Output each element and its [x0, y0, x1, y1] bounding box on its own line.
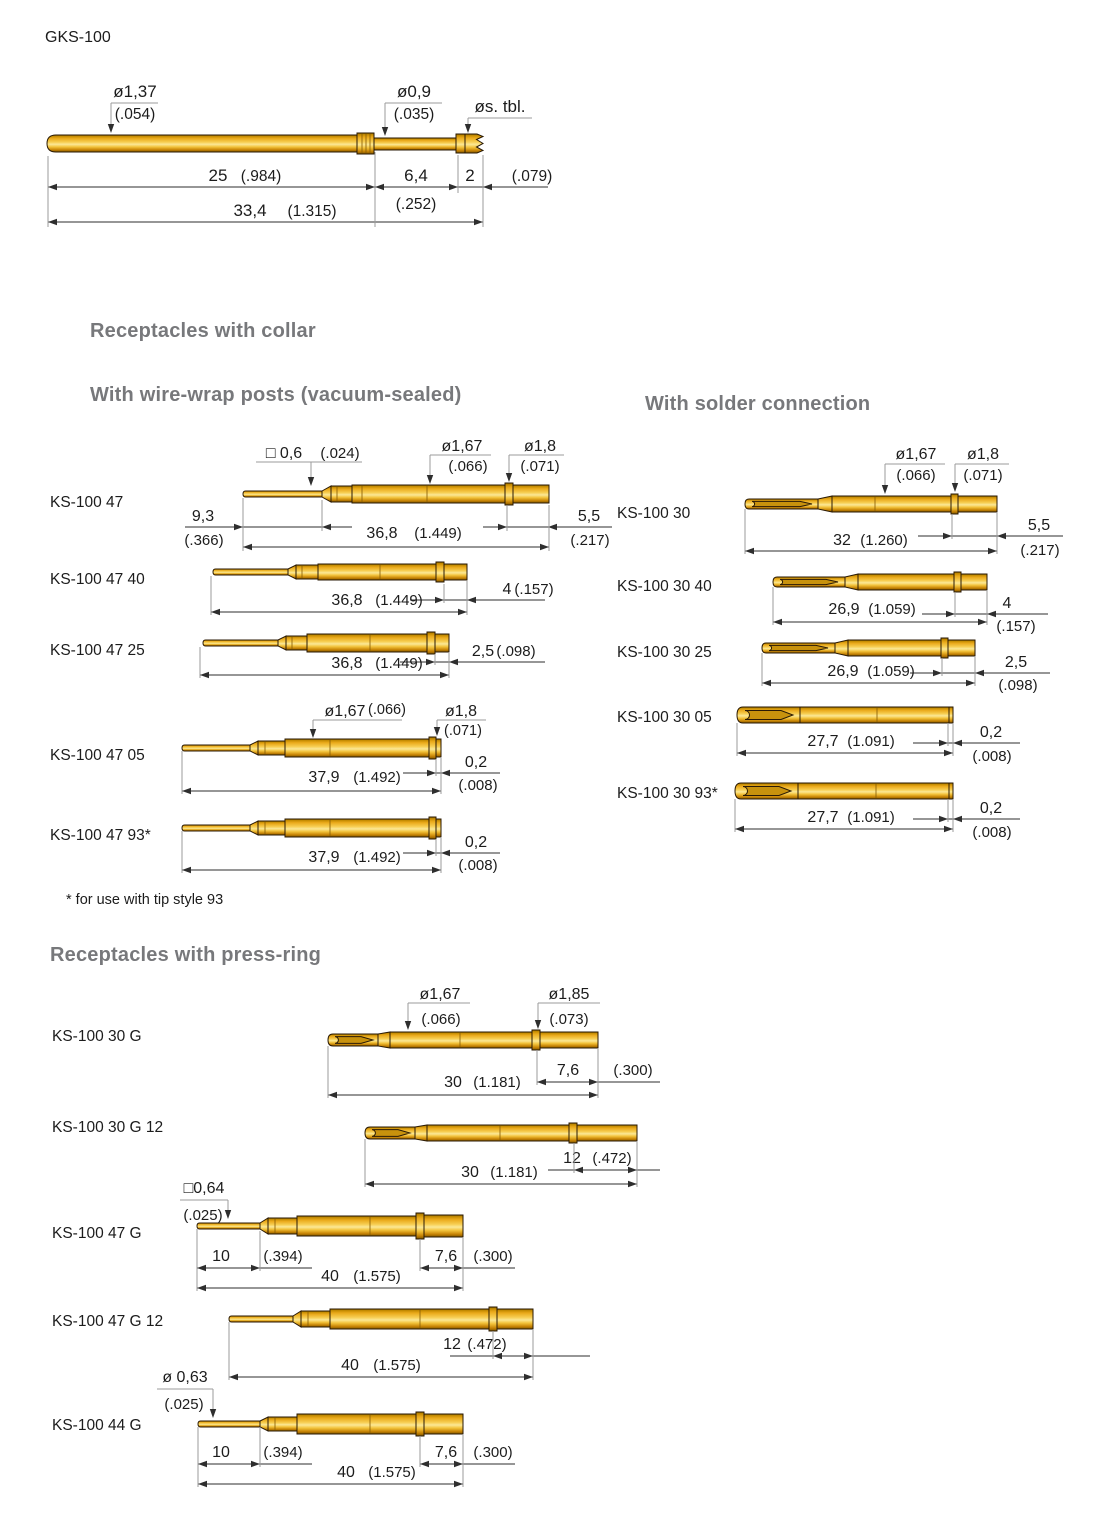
probe-segment: [296, 565, 318, 579]
label-ww-rows-2-tail_in: (.098): [496, 643, 536, 660]
label-so-rows-0-name: KS-100 30: [617, 505, 691, 522]
dim-arrow: [944, 826, 953, 832]
label-ww-d2_in: (.071): [444, 723, 482, 739]
dim-arrow: [939, 816, 948, 822]
probe-segment: [307, 634, 428, 652]
dim-arrow: [589, 1079, 598, 1085]
label-gks-d2_in: (.035): [393, 106, 435, 123]
label-pr-rows-3-len: 40: [341, 1357, 359, 1374]
probe-segment: [818, 496, 832, 512]
label-ww-rows-4-len: 37,9: [308, 849, 340, 866]
subsection-wirewrap-heading: With wire-wrap posts (vacuum-sealed): [90, 384, 462, 406]
label-so-d2: ø1,8: [966, 446, 1000, 463]
probe-segment: [961, 574, 987, 590]
label-gks-total_in: (1.315): [287, 203, 337, 220]
dim-arrow: [735, 826, 744, 832]
label-gks-l2_in: (.252): [395, 196, 437, 213]
probe-segment: [577, 1125, 637, 1141]
label-ww-d2: ø1,8: [523, 438, 557, 455]
label-so-rows-1-name: KS-100 30 40: [617, 578, 712, 595]
probe-segment: [318, 564, 437, 580]
label-pr-rows-0-tail_in: (.300): [613, 1062, 653, 1079]
probe-segment: [258, 741, 285, 755]
gks-crown-tip: [465, 134, 483, 153]
dim-arrow: [537, 1079, 546, 1085]
dim-arrow: [197, 1285, 206, 1291]
leader-arrow: [308, 477, 314, 486]
solder-slot: [780, 579, 838, 584]
dim-arrow: [435, 597, 444, 603]
probe-segment: [378, 1032, 390, 1048]
dim-arrow: [432, 867, 441, 873]
probe-segment: [288, 565, 296, 579]
label-so-d1_in: (.066): [896, 467, 936, 484]
leader-arrow: [434, 727, 440, 736]
probe-segment: [331, 486, 352, 502]
dim-arrow: [987, 611, 996, 617]
label-pr-rows-2-name: KS-100 47 G: [52, 1225, 142, 1242]
probe-segment: [258, 821, 285, 835]
probe-ring: [436, 562, 444, 582]
probe-segment: [858, 574, 955, 590]
label-pr-rows-4-post_in: (.394): [263, 1444, 303, 1461]
probe-segment: [390, 1032, 533, 1048]
probe-segment: [285, 819, 436, 837]
dim-arrow: [449, 659, 458, 665]
label-pr-rows-2-tail_in: (.300): [473, 1248, 513, 1265]
probe-ring: [489, 1307, 497, 1331]
leader-arrow: [382, 127, 388, 136]
label-so-rows-3-len: 27,7: [807, 733, 839, 750]
dim-arrow: [427, 770, 436, 776]
probe-segment: [415, 1125, 427, 1141]
label-so-rows-2-len: 26,9: [827, 663, 859, 680]
label-pr-rows-1-len: 30: [461, 1164, 479, 1181]
dim-arrow: [773, 619, 782, 625]
label-ww-rows-3-len_in: (1.492): [353, 769, 401, 786]
dim-arrow: [467, 597, 476, 603]
label-pr-rows-4-tail: 7,6: [434, 1444, 458, 1461]
dim-arrow: [182, 788, 191, 794]
label-ww-rows-0-tail: 5,5: [577, 508, 601, 525]
probe-segment: [424, 1414, 463, 1434]
label-pr-rows-2-len: 40: [321, 1268, 339, 1285]
label-ww-rows-0-post_in: (.366): [184, 532, 224, 549]
label-pr-d1_in: (.066): [421, 1011, 461, 1028]
probe-segment: [301, 1311, 330, 1327]
probe-segment: [845, 574, 858, 590]
dim-arrow: [946, 611, 955, 617]
label-so-rows-2-name: KS-100 30 25: [617, 644, 712, 661]
leader-arrow: [882, 485, 888, 494]
leader-arrow: [535, 1020, 541, 1029]
label-so-rows-3-name: KS-100 30 05: [617, 709, 712, 726]
probe-segment: [444, 564, 467, 580]
label-so-rows-2-tail: 2,5: [1004, 654, 1028, 671]
label-so-rows-3-tail: 0,2: [979, 724, 1003, 741]
label-pr-rows-3-len_in: (1.575): [373, 1357, 421, 1374]
leader-arrow: [210, 1409, 216, 1418]
dim-arrow: [540, 544, 549, 550]
dim-arrow: [211, 609, 220, 615]
probe-ring: [954, 572, 961, 592]
label-ww-rows-4-name: KS-100 47 93*: [50, 827, 151, 844]
label-so-rows-0-tail: 5,5: [1027, 517, 1051, 534]
probe-ring: [429, 737, 436, 759]
dim-arrow: [628, 1167, 637, 1173]
label-so-rows-1-tail: 4: [1002, 595, 1012, 612]
dim-arrow: [737, 750, 746, 756]
solder-slot: [752, 501, 812, 506]
leader-arrow: [952, 483, 958, 492]
label-so-d1: ø1,67: [895, 446, 937, 463]
probe-segment: [949, 783, 953, 799]
label-pr-d2: ø1,85: [548, 986, 590, 1003]
dim-arrow: [365, 1181, 374, 1187]
dim-arrow: [198, 1481, 207, 1487]
label-pr-rows-0-tail: 7,6: [556, 1062, 580, 1079]
dim-arrow: [997, 533, 1006, 539]
label-ww-rows-2-len: 36,8: [331, 655, 363, 672]
dim-arrow: [229, 1374, 238, 1380]
gks-barrel: [47, 135, 360, 152]
dim-arrow: [328, 1092, 337, 1098]
section-collar-heading: Receptacles with collar: [90, 320, 316, 342]
solder-slot: [743, 787, 791, 796]
probe-segment: [268, 1218, 297, 1234]
dim-arrow: [48, 184, 57, 190]
label-so-rows-2-tail_in: (.098): [998, 677, 1038, 694]
dim-arrow: [420, 1265, 429, 1271]
label-ww-rows-0-name: KS-100 47: [50, 494, 124, 511]
label-gks-l1_in: (.984): [240, 168, 282, 185]
probe-ring: [416, 1412, 424, 1436]
dim-arrow: [524, 1374, 533, 1380]
label-ww-rows-4-tail: 0,2: [464, 834, 488, 851]
label-so-rows-0-len: 32: [833, 532, 851, 549]
dim-arrow: [574, 1167, 583, 1173]
dim-arrow: [251, 1265, 260, 1271]
label-pr-rows-4-len_in: (1.575): [368, 1464, 416, 1481]
probe-segment: [436, 739, 441, 757]
probe-segment: [250, 741, 258, 755]
label-pr-rows-3-tail: 12: [443, 1336, 461, 1353]
label-ww-rows-1-name: KS-100 47 40: [50, 571, 145, 588]
label-ww-rows-3-tail_in: (.008): [458, 777, 498, 794]
label-gks-l3: 2: [465, 166, 475, 185]
label-so-rows-4-len_in: (1.091): [847, 809, 895, 826]
gks-crown-ring: [456, 134, 465, 153]
label-ww-d1_in: (.066): [368, 702, 406, 718]
label-so-rows-4-tail: 0,2: [979, 800, 1003, 817]
label-ww-rows-4-tail_in: (.008): [458, 857, 498, 874]
dim-arrow: [939, 740, 948, 746]
dim-arrow: [978, 619, 987, 625]
label-pr-rows-0-len: 30: [444, 1074, 462, 1091]
dim-arrow: [420, 1461, 429, 1467]
dim-arrow: [966, 680, 975, 686]
label-ww-rows-3-name: KS-100 47 05: [50, 747, 145, 764]
probe-ring: [416, 1213, 424, 1239]
label-ww-rows-2-tail: 2,5: [471, 643, 495, 660]
label-pr-rows-0-len_in: (1.181): [473, 1074, 521, 1091]
probe-ring: [569, 1123, 577, 1143]
dim-arrow: [243, 544, 252, 550]
label-pr-sq_in: (.025): [183, 1207, 223, 1224]
label-ww-rows-0-len: 36,8: [366, 525, 398, 542]
probe-ring: [941, 638, 948, 658]
probe-segment: [260, 1417, 268, 1431]
label-pr-rows-2-len_in: (1.575): [353, 1268, 401, 1285]
dim-arrow: [589, 1092, 598, 1098]
probe-segment: [848, 640, 942, 656]
label-gks-l3_in: (.079): [511, 168, 553, 185]
dim-arrow: [474, 219, 483, 225]
footnote: * for use with tip style 93: [66, 892, 224, 908]
dim-arrow: [198, 1461, 207, 1467]
label-ww-rows-3-tail: 0,2: [464, 754, 488, 771]
dim-arrow: [933, 670, 942, 676]
probe-segment: [297, 1216, 417, 1236]
label-pr-rows-1-name: KS-100 30 G 12: [52, 1119, 164, 1136]
dim-arrow: [454, 1481, 463, 1487]
dim-arrow: [943, 533, 952, 539]
probe-segment: [435, 634, 449, 652]
label-ww-rows-0-post: 9,3: [191, 508, 215, 525]
dim-arrow: [251, 1461, 260, 1467]
label-ww-d2: ø1,8: [444, 703, 478, 720]
probe-segment: [250, 821, 258, 835]
dim-arrow: [493, 1353, 502, 1359]
probe-segment: [285, 739, 436, 757]
probe-segment: [513, 485, 549, 503]
label-pr-rows-2-post_in: (.394): [263, 1248, 303, 1265]
label-so-rows-2-len_in: (1.059): [867, 663, 915, 680]
probe-segment: [949, 707, 953, 723]
dim-arrow: [628, 1181, 637, 1187]
probe-ring: [429, 817, 436, 839]
probe-segment: [832, 496, 952, 512]
label-pr-rd: ø 0,63: [162, 1369, 208, 1386]
drawing-group: [47, 82, 1063, 1487]
dim-arrow: [449, 184, 458, 190]
probe-segment: [958, 496, 997, 512]
label-pr-rows-4-post: 10: [212, 1444, 230, 1461]
label-ww-rows-1-len_in: (1.449): [375, 592, 423, 609]
dim-arrow: [483, 184, 492, 190]
dim-arrow: [498, 524, 507, 530]
label-ww-rows-2-name: KS-100 47 25: [50, 642, 145, 659]
label-pr-rows-2-post: 10: [212, 1248, 230, 1265]
label-pr-rows-1-tail: 12: [563, 1150, 581, 1167]
probe-segment: [352, 485, 506, 503]
label-pr-rd_in: (.025): [164, 1396, 204, 1413]
ww-post: [213, 569, 289, 575]
section-pressring-heading: Receptacles with press-ring: [50, 944, 322, 966]
probe-segment: [330, 1309, 490, 1329]
label-ww-d2_in: (.071): [520, 458, 560, 475]
label-so-rows-4-tail_in: (.008): [972, 824, 1012, 841]
label-gks-d3: øs. tbl.: [474, 97, 526, 116]
leader-arrow: [225, 1210, 231, 1219]
probe-ring: [532, 1030, 540, 1050]
leader-arrow: [310, 729, 316, 738]
dim-arrow: [953, 740, 962, 746]
dim-arrow: [441, 850, 450, 856]
probe-segment: [286, 636, 307, 650]
label-ww-rows-0-len_in: (1.449): [414, 525, 462, 542]
dim-arrow: [975, 670, 984, 676]
label-ww-d1_in: (.066): [448, 458, 488, 475]
subsection-solder-heading: With solder connection: [645, 393, 871, 415]
probe-segment: [835, 640, 848, 656]
gks-plunger: [374, 138, 458, 150]
leader-arrow: [465, 124, 471, 133]
probe-segment: [424, 1215, 463, 1237]
label-ww-rows-0-tail_in: (.217): [570, 532, 610, 549]
label-ww-rows-3-len: 37,9: [308, 769, 340, 786]
dim-arrow: [197, 1265, 206, 1271]
label-pr-rows-1-len_in: (1.181): [490, 1164, 538, 1181]
dim-arrow: [427, 850, 436, 856]
probe-segment: [297, 1414, 417, 1434]
dim-arrow: [762, 680, 771, 686]
label-pr-d1: ø1,67: [419, 986, 461, 1003]
dim-arrow: [454, 1265, 463, 1271]
label-pr-sq: □0,64: [183, 1180, 225, 1197]
label-pr-rows-0-name: KS-100 30 G: [52, 1028, 142, 1045]
label-gks-l2: 6,4: [404, 166, 428, 185]
probe-segment: [497, 1309, 533, 1329]
solder-slot: [769, 645, 828, 650]
probe-ring: [505, 483, 513, 505]
dim-arrow: [200, 672, 209, 678]
label-gks-d2: ø0,9: [396, 82, 432, 101]
probe-segment: [436, 819, 441, 837]
label-so-rows-4-name: KS-100 30 93*: [617, 785, 718, 802]
dim-arrow: [182, 867, 191, 873]
label-pr-rows-4-tail_in: (.300): [473, 1444, 513, 1461]
probe-segment: [800, 707, 950, 723]
dim-arrow: [432, 788, 441, 794]
probe-ring: [427, 632, 435, 654]
probe-segment: [278, 636, 286, 650]
probe-segment: [798, 783, 950, 799]
label-so-rows-3-tail_in: (.008): [972, 748, 1012, 765]
probe-ring: [951, 494, 958, 514]
label-ww-d1: ø1,67: [441, 438, 483, 455]
leader-arrow: [108, 124, 114, 133]
solder-slot: [745, 711, 793, 720]
label-ww-rows-2-len_in: (1.449): [375, 655, 423, 672]
label-so-rows-3-len_in: (1.091): [847, 733, 895, 750]
probe-segment: [948, 640, 975, 656]
label-pr-rows-2-tail: 7,6: [434, 1248, 458, 1265]
leader-arrow: [506, 473, 512, 482]
label-ww-rows-1-tail: 4: [502, 581, 512, 598]
label-pr-rows-4-name: KS-100 44 G: [52, 1417, 142, 1434]
label-gks-d1: ø1,37: [113, 82, 157, 101]
dim-arrow: [745, 548, 754, 554]
dim-arrow: [458, 609, 467, 615]
label-ww-d1: ø1,67: [324, 703, 366, 720]
label-gks-total: 33,4: [233, 201, 267, 220]
label-ww-rows-1-len: 36,8: [331, 592, 363, 609]
label-so-rows-4-len: 27,7: [807, 809, 839, 826]
label-pr-rows-1-tail_in: (.472): [592, 1150, 632, 1167]
dim-arrow: [440, 672, 449, 678]
dim-arrow: [944, 750, 953, 756]
label-so-rows-1-len: 26,9: [828, 601, 860, 618]
leader-arrow: [427, 475, 433, 484]
ww-post: [182, 825, 251, 831]
dim-arrow: [366, 184, 375, 190]
label-ww-rows-1-tail_in: (.157): [514, 581, 554, 598]
probe-segment: [427, 1125, 570, 1141]
ww-post: [198, 1421, 261, 1427]
dim-arrow: [375, 184, 384, 190]
probe-segment: [268, 1417, 297, 1431]
label-pr-rows-4-len: 40: [337, 1464, 355, 1481]
ww-post: [203, 640, 279, 646]
label-ww-rows-4-len_in: (1.492): [353, 849, 401, 866]
label-gks-d1_in: (.054): [114, 106, 156, 123]
dim-arrow: [953, 816, 962, 822]
ww-post: [243, 491, 323, 497]
label-so-rows-0-len_in: (1.260): [860, 532, 908, 549]
dim-arrow: [48, 219, 57, 225]
label-gks-l1: 25: [208, 166, 228, 185]
dim-arrow: [454, 1461, 463, 1467]
dim-arrow: [441, 770, 450, 776]
dim-arrow: [426, 659, 435, 665]
model-label: GKS-100: [45, 29, 111, 46]
label-pr-rows-3-name: KS-100 47 G 12: [52, 1313, 164, 1330]
label-pr-d2_in: (.073): [549, 1011, 589, 1028]
dim-arrow: [322, 524, 331, 530]
probe-segment: [260, 1218, 268, 1234]
dim-arrow: [234, 524, 243, 530]
ww-post: [229, 1316, 294, 1322]
label-ww-sq: □ 0,6: [265, 445, 303, 462]
leader-arrow: [405, 1021, 411, 1030]
dim-arrow: [524, 1353, 533, 1359]
probe-segment: [322, 486, 331, 502]
dim-arrow: [988, 548, 997, 554]
label-pr-rows-3-tail_in: (.472): [467, 1336, 507, 1353]
probe-segment: [293, 1311, 301, 1327]
label-so-rows-0-tail_in: (.217): [1020, 542, 1060, 559]
label-ww-sq_in: (.024): [320, 445, 360, 462]
dim-arrow: [454, 1285, 463, 1291]
probe-segment: [540, 1032, 598, 1048]
ww-post: [182, 745, 251, 751]
label-so-rows-1-len_in: (1.059): [868, 601, 916, 618]
label-so-d2_in: (.071): [963, 467, 1003, 484]
label-so-rows-1-tail_in: (.157): [996, 618, 1036, 635]
